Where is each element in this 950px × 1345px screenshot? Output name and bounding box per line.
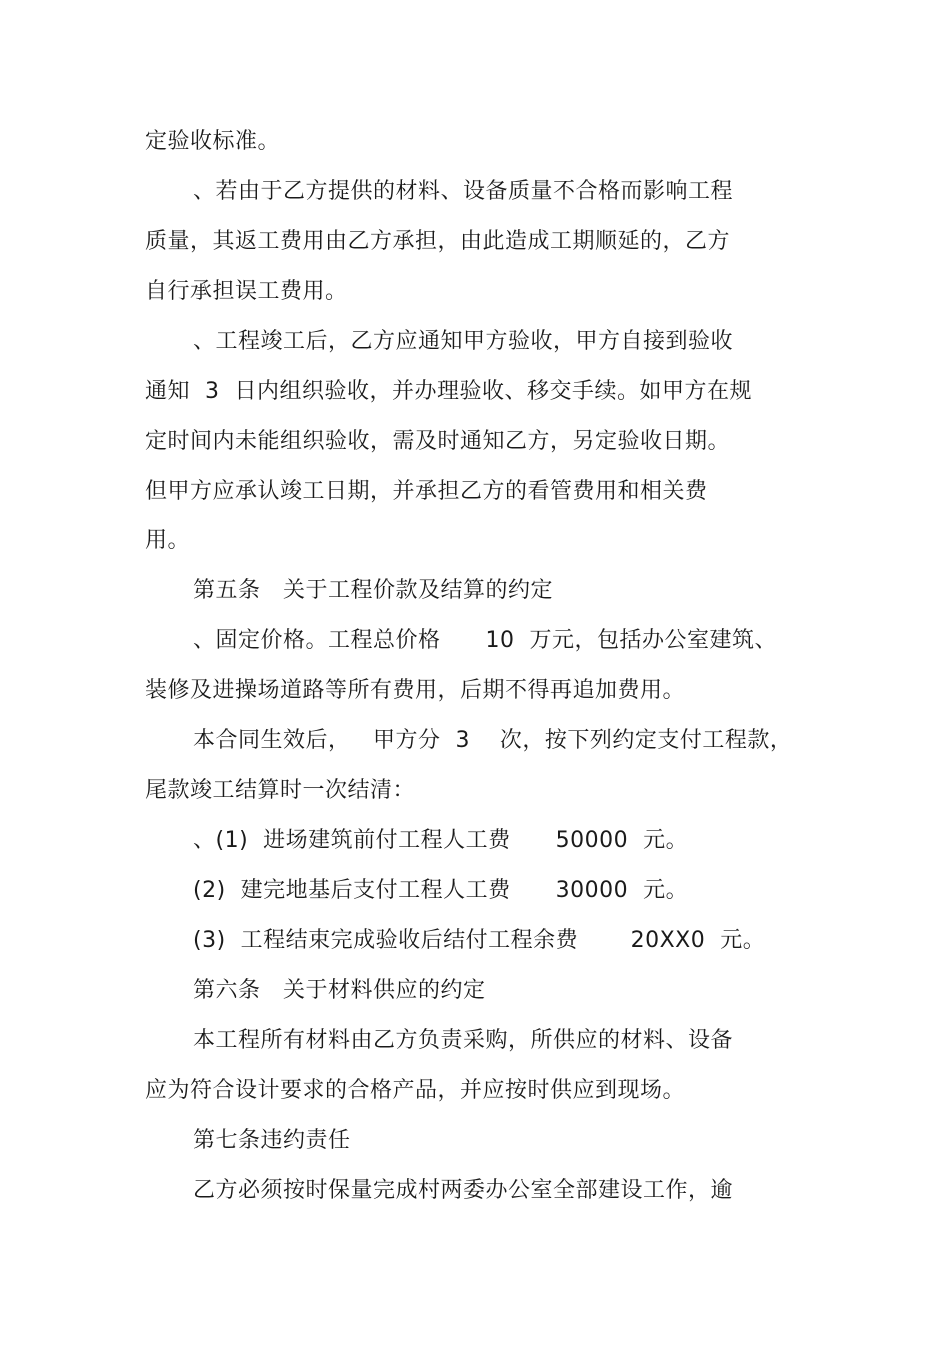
text-line: 乙方必须按时保量完成村两委办公室全部建设工作，逾 <box>193 1178 734 1203</box>
text-line: 但甲方应承认竣工日期，并承担乙方的看管费用和相关费 <box>145 479 708 504</box>
text-line: 通知 3 日内组织验收，并办理验收、移交手续。如甲方在规 <box>145 379 752 404</box>
text-line: 装修及进操场道路等所有费用，后期不得再追加费用。 <box>145 678 686 703</box>
payment-item: (3) 工程结束完成验收后结付工程余费 20XX0 元。 <box>193 928 766 953</box>
section-heading: 第五条 关于工程价款及结算的约定 <box>193 578 553 603</box>
text-line: 用。 <box>145 528 191 553</box>
text-line: 应为符合设计要求的合格产品，并应按时供应到现场。 <box>145 1078 686 1103</box>
text-line: 、工程竣工后，乙方应通知甲方验收，甲方自接到验收 <box>193 329 734 354</box>
text-line: 、若由于乙方提供的材料、设备质量不合格而影响工程 <box>193 179 734 204</box>
text-line: 本合同生效后， 甲方分 3 次，按下列约定支付工程款， <box>193 728 793 753</box>
text-line: 定验收标准。 <box>145 129 281 154</box>
payment-item: (2) 建完地基后支付工程人工费 30000 元。 <box>193 878 689 903</box>
text-line: 尾款竣工结算时一次结清： <box>145 778 416 803</box>
section-heading: 第六条 关于材料供应的约定 <box>193 978 486 1003</box>
text-line: 本工程所有材料由乙方负责采购，所供应的材料、设备 <box>193 1028 734 1053</box>
section-heading: 第七条违约责任 <box>193 1128 351 1153</box>
payment-item: 、(1) 进场建筑前付工程人工费 50000 元。 <box>193 828 689 853</box>
text-line: 质量，其返工费用由乙方承担，由此造成工期顺延的，乙方 <box>145 229 731 254</box>
text-line: 、固定价格。工程总价格 10 万元，包括办公室建筑、 <box>193 628 777 653</box>
text-line: 自行承担误工费用。 <box>145 279 348 304</box>
text-line: 定时间内未能组织验收，需及时通知乙方，另定验收日期。 <box>145 429 731 454</box>
